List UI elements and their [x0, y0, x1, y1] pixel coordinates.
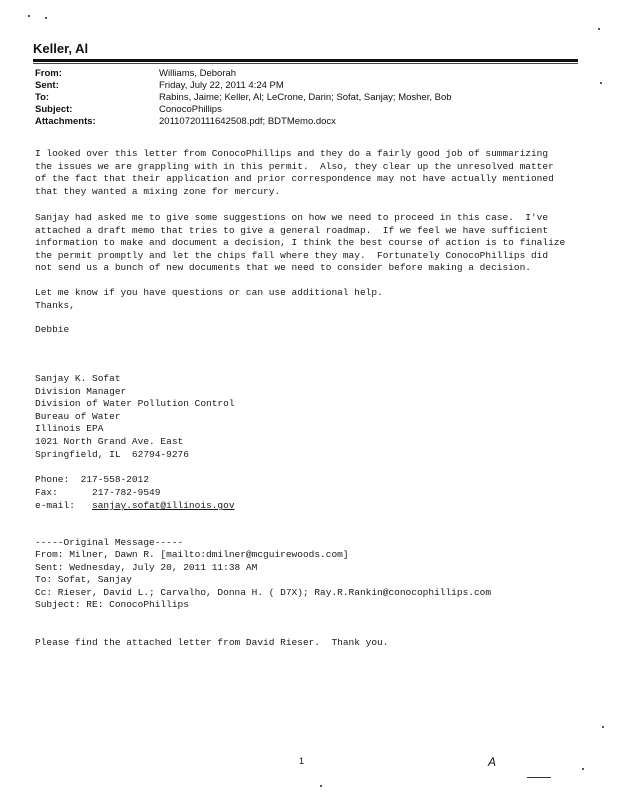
message-header [35, 68, 580, 128]
signature-email-row [35, 500, 595, 513]
original-message-separator: -----Original Message----- [35, 537, 184, 548]
to-value: Rabins, Jaime; Keller, Al; LeCrone, Darin; Sofat, Sanjay; Mosher, Bob [159, 92, 452, 103]
signature-phone: Phone: 217-558-2012 [35, 474, 150, 485]
signature-block: Sanjay K. Sofat Division Manager Division of Water Pollution Control Bureau of Water Illinois EPA 1021 North Grand Ave. East Springfield, IL 62794-9276 [35, 373, 235, 460]
header-rule-heavy [33, 59, 578, 62]
attachments-value: 20110720111642508.pdf; BDTMemo.docx [159, 116, 336, 127]
scan-speck [602, 726, 604, 728]
original-cc: Cc: Rieser, David L.; Carvalho, Donna H. ( D7X); Ray.R.Rankin@conocophillips.com [35, 587, 492, 598]
corner-rule [527, 777, 551, 778]
email-label: e-mail: [35, 500, 93, 511]
original-body: Please find the attached letter from David Rieser. Thank you. [35, 637, 389, 648]
email-link[interactable]: sanjay.sofat@illinois.gov [92, 500, 235, 511]
body-paragraph-1: I looked over this letter from ConocoPhillips and they do a fairly good job of summarizing the issues we are grappling with in this permit. Also, they clear up the unresolved matter of the fact that their application and prior correspondence may not have actually mentioned that they wanted a mixing zone for mercury. [35, 148, 554, 197]
attachments-label: Attachments: [35, 116, 96, 127]
sent-value: Friday, July 22, 2011 4:24 PM [159, 80, 284, 91]
scan-speck [582, 768, 584, 770]
closing-name: Debbie [35, 324, 70, 335]
header-rule-light [33, 63, 578, 64]
scan-speck [28, 15, 30, 17]
original-from: From: Milner, Dawn R. [mailto:dmilner@mcguirewoods.com] [35, 549, 349, 560]
scan-speck [320, 785, 322, 787]
from-label: From: [35, 68, 62, 79]
original-subject: Subject: RE: ConocoPhillips [35, 599, 189, 610]
to-label: To: [35, 92, 50, 103]
header-row-sent [35, 80, 580, 92]
from-value: Williams, Deborah [159, 68, 237, 79]
scan-speck [600, 82, 602, 84]
body-paragraph-2: Sanjay had asked me to give some suggestions on how we need to proceed in this case. I've attached a draft memo that tries to give a general roadmap. If we feel we have sufficient information to make and document a decision, I think the best course of action is to finalize the permit promptly and let the chips fall where they may. Fortunately ConocoPhillips did not send us a bunch of new documents that we need to consider before making a decision. [35, 212, 566, 274]
mailbox-owner: Keller, Al [33, 41, 89, 56]
scan-speck [45, 17, 47, 19]
subject-value: ConocoPhillips [159, 104, 222, 115]
corner-mark: A [488, 755, 497, 769]
subject-label: Subject: [35, 104, 73, 115]
body-paragraph-3: Let me know if you have questions or can use additional help. Thanks, [35, 287, 383, 311]
header-row-from [35, 68, 580, 80]
original-to: To: Sofat, Sanjay [35, 574, 132, 585]
header-row-to [35, 92, 580, 104]
original-sent: Sent: Wednesday, July 20, 2011 11:38 AM [35, 562, 258, 573]
scan-speck [598, 28, 600, 30]
page-number: 1 [299, 756, 305, 766]
header-row-attachments [35, 116, 580, 128]
signature-fax: Fax: 217-782-9549 [35, 487, 161, 498]
sent-label: Sent: [35, 80, 59, 91]
header-row-subject [35, 104, 580, 116]
